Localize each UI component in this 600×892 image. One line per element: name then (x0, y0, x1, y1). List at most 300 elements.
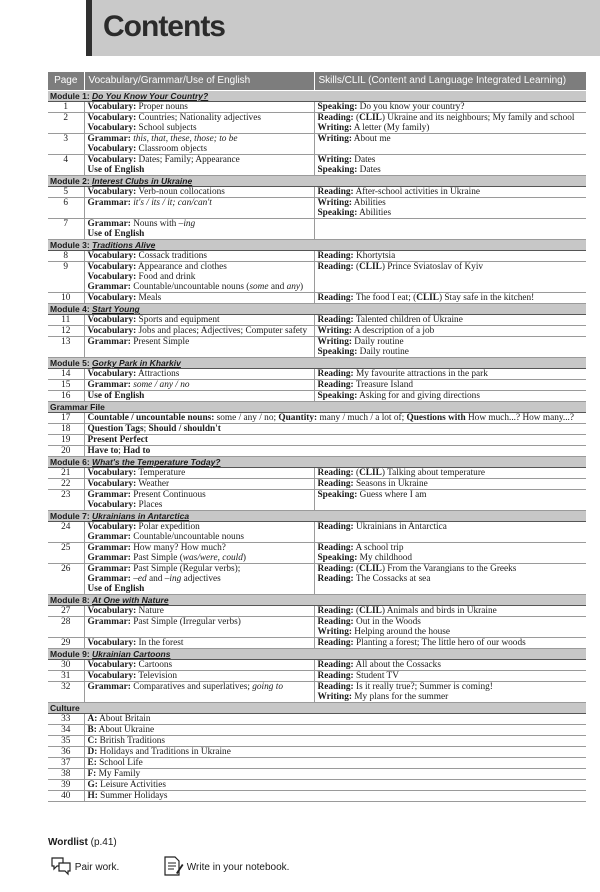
entry-text: Vocabulary: (87, 326, 137, 336)
page-number: 25 (48, 543, 84, 564)
entry-line (318, 564, 584, 574)
entry-line (88, 198, 311, 208)
entry-text: Use of English (87, 229, 145, 239)
entry-text: Grammar: (87, 574, 131, 584)
entry-text: Speaking: (317, 347, 358, 357)
entry-text: Nouns with – (130, 219, 184, 229)
vocabulary-grammar-cell (84, 198, 314, 219)
entry-line (88, 165, 311, 175)
entry-text: Vocabulary: (87, 113, 137, 123)
entry-text: Treasure Island (353, 380, 414, 390)
table-row (48, 638, 586, 649)
entry-line (318, 468, 584, 478)
entry-text: Food and drink (136, 272, 196, 282)
table-row (48, 725, 586, 736)
entry-line (88, 736, 584, 746)
page-number: 2 (48, 113, 84, 134)
entry-text: My plans for the summer (351, 692, 449, 702)
skills-cell (314, 293, 586, 304)
entry-text: Vocabulary: (87, 293, 137, 303)
module-label: Grammar File (50, 402, 105, 412)
entry-text: ) Prince Sviatoslav of Kyiv (381, 262, 484, 272)
entry-line (318, 134, 584, 144)
skills-cell (314, 155, 586, 176)
entry-line (88, 446, 584, 456)
module-heading-row (48, 457, 586, 468)
entry-text: A description of a job (351, 326, 435, 336)
skills-cell (314, 262, 586, 293)
entry-text: ( (353, 564, 360, 574)
entry-line (88, 326, 311, 336)
entry-text: Jobs and places; Adjectives; Computer safety (136, 326, 308, 336)
entry-text: ) Ukraine and its neighbours; My family and school (381, 113, 575, 123)
skills-cell (314, 134, 586, 155)
skills-cell (314, 391, 586, 402)
entry-text: Leisure Activities (97, 780, 166, 790)
module-heading (48, 595, 586, 606)
table-row (48, 369, 586, 380)
entry-text: Question Tags (87, 424, 144, 434)
page-number: 20 (48, 446, 84, 457)
vocabulary-grammar-cell (84, 251, 314, 262)
header-vocabulary-grammar: Vocabulary/Grammar/Use of English (84, 72, 314, 91)
page-number: 24 (48, 522, 84, 543)
page-title: Contents (103, 10, 225, 43)
table-row (48, 758, 586, 769)
entry-line (88, 229, 311, 239)
entry-line (88, 251, 311, 261)
entry-text: Summer Holidays (97, 791, 168, 801)
entry-text: ed (137, 574, 147, 584)
entry-text: Vocabulary: (87, 671, 137, 681)
page-number: 9 (48, 262, 84, 293)
entry-line (88, 424, 584, 434)
entry-text: Vocabulary: (87, 123, 137, 133)
entry-text: Daily routine (351, 337, 404, 347)
entry-text: was/were, could (182, 553, 243, 563)
page-number: 3 (48, 134, 84, 155)
entry-text: Past Simple (Regular verbs); (130, 564, 241, 574)
entry-text: many / much / a lot of; (317, 413, 407, 423)
entry-text: E: (87, 758, 97, 768)
header-page: Page (48, 72, 84, 91)
skills-cell (314, 113, 586, 134)
entry-text: Reading: (317, 187, 354, 197)
table-row (48, 490, 586, 511)
table-row (48, 435, 586, 446)
table-row (48, 791, 586, 802)
entry-text: Countries; Nationality adjectives (136, 113, 261, 123)
page-number: 12 (48, 326, 84, 337)
entry-text: Vocabulary: (87, 606, 137, 616)
entry-text: Reading: (317, 606, 354, 616)
entry-text: Reading: (317, 293, 354, 303)
entry-line (318, 337, 584, 347)
entry-line (88, 282, 311, 292)
entry-line (318, 165, 584, 175)
notebook-label: Write in your notebook. (186, 862, 290, 874)
entry-text: ( (353, 262, 360, 272)
table-row (48, 543, 586, 564)
entry-text: Grammar: (87, 543, 131, 553)
entry-text: Cossack traditions (136, 251, 207, 261)
skills-cell (314, 468, 586, 479)
entry-text: F: (87, 769, 97, 779)
page-number: 6 (48, 198, 84, 219)
table-header-row (48, 72, 586, 91)
page-number: 18 (48, 424, 84, 435)
entry-text: ing (169, 574, 182, 584)
entry-text: Speaking: (317, 165, 358, 175)
entry-text: Reading: (317, 479, 354, 489)
entry-text: Grammar: (87, 532, 131, 542)
entry-line (318, 187, 584, 197)
entry-text: After-school activities in Ukraine (353, 187, 480, 197)
entry-text: Vocabulary: (87, 500, 137, 510)
module-heading (48, 457, 586, 468)
module-label: Module 4: (50, 304, 90, 314)
skills-cell (314, 479, 586, 490)
skills-cell (314, 617, 586, 638)
table-row (48, 251, 586, 262)
entry-text: Writing: (317, 198, 352, 208)
entry-line (88, 134, 311, 144)
page-number: 4 (48, 155, 84, 176)
skills-cell (314, 660, 586, 671)
skills-cell (314, 326, 586, 337)
skills-cell (314, 671, 586, 682)
entry-line (88, 780, 584, 790)
entry-text: Vocabulary: (87, 155, 137, 165)
entry-text: Reading: (317, 564, 354, 574)
entry-text: Grammar: (87, 682, 131, 692)
skills-cell (314, 315, 586, 326)
entry-line (318, 522, 584, 532)
entry-line (318, 369, 584, 379)
entry-text: ; (143, 424, 149, 434)
entry-text: ) (242, 553, 246, 563)
module-label: Module 3: (50, 240, 90, 250)
entry-line (88, 187, 311, 197)
entry-text: Helping around the house (351, 627, 451, 637)
entry-text: CLIL (359, 262, 382, 272)
vocabulary-grammar-cell (84, 468, 314, 479)
vocabulary-grammar-cell (84, 479, 314, 490)
module-title: Gorky Park in Kharkiv (92, 358, 181, 368)
entry-line (88, 791, 584, 801)
entry-line (88, 369, 311, 379)
entry-line (88, 500, 311, 510)
entry-text: A school trip (353, 543, 404, 553)
grammar-culture-entry (84, 736, 586, 747)
entry-line (88, 553, 311, 563)
entry-text: Khortytsia (353, 251, 396, 261)
entry-line (88, 682, 311, 692)
entry-text: Planting a forest; The little hero of our woods (353, 638, 526, 648)
skills-cell (314, 251, 586, 262)
entry-text: Vocabulary: (87, 315, 137, 325)
entry-text: ; (118, 446, 124, 456)
entry-text: ( (353, 113, 360, 123)
entry-text: Speaking: (317, 490, 358, 500)
skills-cell (314, 380, 586, 391)
grammar-culture-entry (84, 780, 586, 791)
vocabulary-grammar-cell (84, 187, 314, 198)
module-heading (48, 402, 586, 413)
entry-line (88, 102, 311, 112)
entry-text: H: (87, 791, 98, 801)
entry-line (88, 769, 584, 779)
entry-line (318, 315, 584, 325)
module-heading-row (48, 304, 586, 315)
entry-text: Use of English (87, 165, 145, 175)
page-number: 40 (48, 791, 84, 802)
table-row (48, 380, 586, 391)
module-title: At One with Nature (92, 595, 169, 605)
table-row (48, 424, 586, 435)
entry-text: Grammar: (87, 380, 131, 390)
table-row (48, 479, 586, 490)
entry-text: About Britain (97, 714, 151, 724)
entry-text: CLIL (359, 468, 382, 478)
entry-text: Out in the Woods (353, 617, 421, 627)
entry-line (318, 574, 584, 584)
skills-cell (314, 606, 586, 617)
entry-text: Reading: (317, 113, 354, 123)
entry-text: My Family (96, 769, 141, 779)
entry-text: Present Simple (130, 337, 190, 347)
entry-text: D: (87, 747, 98, 757)
vocabulary-grammar-cell (84, 638, 314, 649)
entry-text: Use of English (87, 391, 145, 401)
module-title: Start Young (92, 304, 140, 314)
entry-text: Seasons in Ukraine (353, 479, 428, 489)
entry-line (88, 435, 584, 445)
module-heading (48, 511, 586, 522)
entry-line (88, 262, 311, 272)
page-number: 35 (48, 736, 84, 747)
page-number: 19 (48, 435, 84, 446)
table-row (48, 769, 586, 780)
entry-line (88, 714, 584, 724)
entry-text: Should / shouldn't (148, 424, 221, 434)
table-row (48, 682, 586, 703)
entry-text: Appearance and clothes (136, 262, 227, 272)
entry-text: G: (87, 780, 98, 790)
title-banner (86, 0, 600, 56)
page-number: 28 (48, 617, 84, 638)
entry-text: My childhood (357, 553, 413, 563)
entry-text: Use of English (87, 584, 145, 594)
page-number: 37 (48, 758, 84, 769)
entry-line (88, 337, 311, 347)
entry-text: Cartoons (136, 660, 173, 670)
page-number: 32 (48, 682, 84, 703)
entry-text: Present Perfect (87, 435, 148, 445)
entry-text: Speaking: (317, 391, 358, 401)
module-label: Module 7: (50, 511, 90, 521)
entry-text: and – (146, 574, 170, 584)
notebook-icon (162, 855, 184, 880)
entry-text: Grammar: (87, 219, 131, 229)
entry-text: this, that, these, those; to be (133, 134, 238, 144)
module-title: Ukrainians in Antarctica (92, 511, 190, 521)
module-heading (48, 649, 586, 660)
entry-text: ( (353, 468, 360, 478)
entry-text: Reading: (317, 369, 354, 379)
table-row (48, 736, 586, 747)
entry-line (88, 468, 311, 478)
module-heading (48, 91, 586, 102)
table-row (48, 102, 586, 113)
table-row (48, 522, 586, 543)
entry-text: Comparatives and superlatives; (130, 682, 253, 692)
entry-line (88, 543, 311, 553)
entry-text: My favourite attractions in the park (353, 369, 488, 379)
page-number: 15 (48, 380, 84, 391)
table-row (48, 293, 586, 304)
vocabulary-grammar-cell (84, 522, 314, 543)
vocabulary-grammar-cell (84, 155, 314, 176)
table-row (48, 468, 586, 479)
skills-cell (314, 369, 586, 380)
entry-text: Proper nouns (136, 102, 188, 112)
entry-text: Grammar: (87, 282, 131, 292)
entry-text: Holidays and Traditions in Ukraine (97, 747, 231, 757)
entry-line (88, 113, 311, 123)
entry-line (318, 606, 584, 616)
entry-line (88, 155, 311, 165)
skills-cell (314, 219, 586, 240)
entry-text: Writing: (317, 134, 352, 144)
module-heading-row (48, 358, 586, 369)
page-number: 17 (48, 413, 84, 424)
entry-text: Reading: (317, 671, 354, 681)
module-heading-row (48, 402, 586, 413)
entry-text: ) Animals and birds in Ukraine (381, 606, 497, 616)
entry-text: some / any / no (133, 380, 190, 390)
skills-cell (314, 543, 586, 564)
page-number: 31 (48, 671, 84, 682)
entry-line (318, 627, 584, 637)
entry-text: Vocabulary: (87, 187, 137, 197)
entry-text: Writing: (317, 337, 352, 347)
entry-text: CLIL (359, 113, 382, 123)
skills-cell (314, 522, 586, 543)
entry-text: Weather (136, 479, 170, 489)
entry-text: Grammar: (87, 553, 131, 563)
page-number: 33 (48, 714, 84, 725)
entry-line (318, 543, 584, 553)
entry-text: Attractions (136, 369, 180, 379)
vocabulary-grammar-cell (84, 369, 314, 380)
entry-text: Vocabulary: (87, 102, 137, 112)
module-title: What's the Temperature Today? (92, 457, 221, 467)
entry-text: School subjects (136, 123, 197, 133)
vocabulary-grammar-cell (84, 380, 314, 391)
entry-text: About Ukraine (96, 725, 155, 735)
entry-line (88, 219, 311, 229)
entry-text: Past Simple (Irregular verbs) (130, 617, 241, 627)
entry-line (88, 564, 311, 574)
wordlist-page: (p.41) (90, 837, 117, 848)
entry-text: Daily routine (357, 347, 409, 357)
vocabulary-grammar-cell (84, 102, 314, 113)
entry-text: Grammar: (87, 337, 131, 347)
module-heading (48, 358, 586, 369)
entry-text: Temperature (136, 468, 186, 478)
entry-line (88, 479, 311, 489)
page-number: 1 (48, 102, 84, 113)
entry-text: Places (136, 500, 163, 510)
entry-text: Grammar: (87, 564, 131, 574)
entry-text: Writing: (317, 692, 352, 702)
page-number: 38 (48, 769, 84, 780)
page-number: 5 (48, 187, 84, 198)
vocabulary-grammar-cell (84, 293, 314, 304)
entry-text: Grammar: (87, 490, 131, 500)
entry-text: Meals (136, 293, 162, 303)
vocabulary-grammar-cell (84, 337, 314, 358)
vocabulary-grammar-cell (84, 113, 314, 134)
entry-text: Grammar: (87, 198, 131, 208)
entry-line (88, 584, 311, 594)
entry-text: ) From the Varangians to the Greeks (381, 564, 517, 574)
entry-text: In the forest (136, 638, 184, 648)
entry-line (88, 413, 584, 423)
table-row (48, 262, 586, 293)
module-label: Module 9: (50, 649, 90, 659)
page-number: 10 (48, 293, 84, 304)
table-row (48, 714, 586, 725)
entry-text: some (249, 282, 269, 292)
entry-text: Ukrainians in Antarctica (353, 522, 447, 532)
entry-text: Talented children of Ukraine (353, 315, 463, 325)
grammar-culture-entry (84, 424, 586, 435)
entry-line (318, 682, 584, 692)
entry-line (88, 617, 311, 627)
contents-body (48, 91, 586, 802)
skills-cell (314, 682, 586, 703)
grammar-culture-entry (84, 791, 586, 802)
page-number: 23 (48, 490, 84, 511)
grammar-culture-entry (84, 758, 586, 769)
entry-line (88, 123, 311, 133)
entry-line (88, 315, 311, 325)
vocabulary-grammar-cell (84, 660, 314, 671)
table-row (48, 219, 586, 240)
module-heading-row (48, 595, 586, 606)
entry-text: CLIL (416, 293, 439, 303)
table-row (48, 747, 586, 758)
entry-text: British Traditions (97, 736, 165, 746)
entry-text: Abilities (357, 208, 392, 218)
entry-line (88, 660, 311, 670)
entry-text: Writing: (317, 155, 352, 165)
entry-text: Reading: (317, 468, 354, 478)
grammar-culture-entry (84, 446, 586, 457)
entry-text: Reading: (317, 522, 354, 532)
entry-line (318, 671, 584, 681)
entry-text: Vocabulary: (87, 272, 137, 282)
entry-text: Present Continuous (130, 490, 206, 500)
entry-text: Countable/uncountable nouns (130, 532, 244, 542)
grammar-culture-entry (84, 725, 586, 736)
grammar-culture-entry (84, 747, 586, 758)
module-title: Traditions Alive (92, 240, 156, 250)
entry-text: Nature (136, 606, 164, 616)
entry-text: Guess where I am (357, 490, 427, 500)
